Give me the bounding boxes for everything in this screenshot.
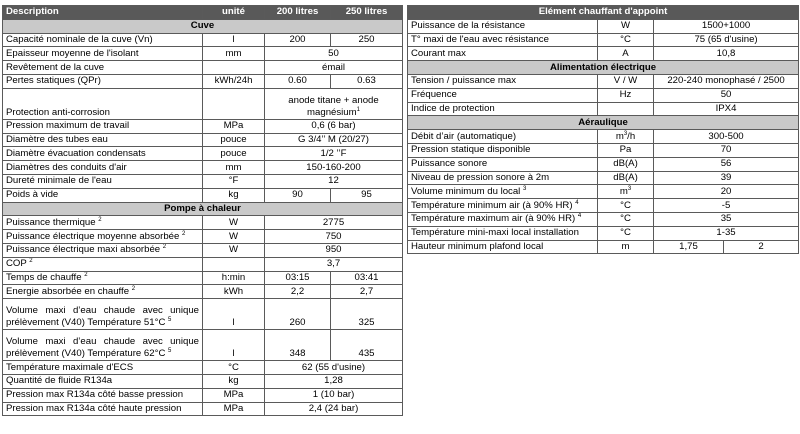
spec-unit (598, 143, 654, 157)
spec-unit-text: °C (620, 227, 631, 239)
spec-description-text: Quantité de fluide R134a (6, 375, 113, 387)
spec-value-text: 62 (55 d'usine) (301, 361, 366, 373)
spec-value (654, 199, 799, 213)
footnote-marker: 5 (168, 347, 172, 354)
spec-row (3, 174, 403, 188)
spec-description (3, 299, 203, 330)
spec-unit (203, 388, 265, 402)
spec-unit-text: m (621, 240, 630, 252)
spec-value-text: 75 (65 d'usine) (694, 33, 758, 45)
spec-value (654, 212, 799, 226)
spec-description-text: Diamètres des conduits d'air (6, 161, 127, 173)
spec-description-text: Revêtement de la cuve (6, 61, 105, 73)
spec-unit (598, 33, 654, 47)
spec-description-text: Dureté minimale de l'eau (6, 175, 112, 187)
spec-value (654, 88, 799, 102)
footnote-marker: 2 (98, 216, 102, 223)
column-header: Description (3, 6, 203, 20)
spec-value (654, 33, 799, 47)
spec-value-text: 3,7 (326, 258, 341, 270)
spec-row (408, 47, 799, 61)
section-title: Alimentation électrique (408, 61, 799, 75)
spec-unit-text: °C (228, 361, 239, 373)
spec-description (408, 157, 598, 171)
footnote-marker: 2 (162, 244, 167, 251)
spec-row (408, 88, 799, 102)
spec-description-text: Volume maxi d’eau chaude avec unique prélèvement (V40) Température 51°C (6, 305, 199, 329)
spec-unit (598, 226, 654, 240)
spec-value-text: anode titane + anode magnésium (288, 94, 379, 118)
spec-value-text: 1 (10 bar) (312, 389, 355, 401)
spec-description (3, 33, 203, 47)
spec-value: 325 (331, 299, 403, 330)
spec-unit (203, 257, 265, 271)
spec-value-text: 750 (325, 230, 342, 242)
spec-unit (598, 130, 654, 144)
spec-unit (203, 243, 265, 257)
spec-row (3, 374, 403, 388)
spec-unit-text: W (620, 20, 631, 32)
spec-value-text: 300-500 (708, 130, 744, 142)
spec-row (3, 133, 403, 147)
spec-description-text: Température maximale d'ECS (6, 361, 134, 373)
spec-value (654, 157, 799, 171)
spec-value-text: 50 (328, 47, 339, 59)
spec-value (265, 257, 403, 271)
spec-value: 03:41 (331, 271, 403, 285)
spec-description-text: Pression max R134a côté haute pression (6, 402, 182, 414)
spec-unit-text: kWh (223, 285, 244, 297)
spec-value-text: 950 (325, 244, 342, 256)
spec-value (654, 74, 799, 88)
spec-value (265, 230, 403, 244)
spec-unit-text: °F (228, 175, 239, 187)
spec-row (3, 119, 403, 133)
spec-unit (203, 47, 265, 61)
footnote-marker: 3 (627, 185, 632, 192)
spec-value-text: 35 (720, 213, 732, 225)
spec-description (408, 88, 598, 102)
spec-unit-text: l (232, 317, 235, 329)
spec-unit-text: °C (620, 213, 631, 225)
spec-description-text: COP (6, 258, 27, 270)
spec-row (408, 102, 799, 116)
spec-row (408, 226, 799, 240)
spec-unit-text: °C (620, 199, 631, 211)
spec-unit (203, 161, 265, 175)
spec-description (3, 174, 203, 188)
spec-row (3, 388, 403, 402)
footnote-marker: 2 (29, 257, 33, 264)
spec-unit-text: l (232, 33, 235, 45)
spec-value (654, 226, 799, 240)
spec-description (3, 61, 203, 75)
spec-row (3, 216, 403, 230)
spec-description (408, 47, 598, 61)
spec-unit-text: A (622, 47, 629, 59)
spec-unit-text: dB(A) (613, 171, 638, 183)
spec-row (3, 161, 403, 175)
section-title: Pompe à chaleur (3, 202, 403, 216)
spec-description (3, 88, 203, 119)
spec-unit-text: W (228, 230, 239, 242)
spec-unit-text: MPa (223, 402, 244, 414)
spec-description (3, 271, 203, 285)
spec-row (3, 257, 403, 271)
spec-description (3, 161, 203, 175)
spec-description-text: T° maxi de l'eau avec résistance (411, 33, 549, 45)
spec-unit-suffix: /h (627, 130, 636, 142)
spec-row (3, 88, 403, 119)
spec-value (265, 133, 403, 147)
spec-row (408, 185, 799, 199)
spec-value (265, 161, 403, 175)
spec-unit-text: MPa (223, 120, 244, 132)
spec-description (3, 243, 203, 257)
spec-value-text: émail (322, 61, 345, 73)
spec-value-text: 1,28 (324, 375, 343, 387)
spec-unit-text: pouce (220, 133, 247, 145)
spec-unit-text: m (615, 130, 624, 142)
spec-description-text: Niveau de pression sonore à 2m (411, 171, 550, 183)
spec-description (3, 230, 203, 244)
spec-row (408, 143, 799, 157)
spec-value (654, 47, 799, 61)
spec-description (408, 130, 598, 144)
spec-unit (598, 102, 654, 116)
spec-unit (203, 133, 265, 147)
spec-value-text: 39 (720, 171, 732, 183)
spec-value: 2,7 (331, 285, 403, 299)
spec-row (3, 47, 403, 61)
spec-value-text: 50 (720, 89, 732, 101)
spec-value-text: IPX4 (715, 102, 737, 114)
spec-unit-text: pouce (220, 147, 247, 159)
spec-value-text: 150-160-200 (306, 161, 361, 173)
spec-description-text: Diamètre évacuation condensats (6, 147, 146, 159)
spec-description (3, 388, 203, 402)
spec-unit (203, 88, 265, 119)
spec-value (654, 171, 799, 185)
spec-value: 90 (265, 188, 331, 202)
section-header-row (408, 61, 799, 75)
spec-description-text: Pression maximum de travail (6, 120, 130, 132)
spec-row (3, 285, 403, 299)
spec-description-text: Poids à vide (6, 189, 59, 201)
spec-description-text: Diamètre des tubes eau (6, 133, 108, 145)
spec-description-text: Puissance sonore (411, 158, 488, 170)
spec-description (3, 133, 203, 147)
spec-unit (598, 199, 654, 213)
spec-unit (598, 240, 654, 254)
spec-unit (203, 74, 265, 88)
spec-value-text: 1/2 ’’F (320, 147, 347, 159)
spec-unit (203, 374, 265, 388)
spec-description (408, 102, 598, 116)
spec-unit (203, 285, 265, 299)
spec-row (408, 212, 799, 226)
spec-description (408, 226, 598, 240)
footnote-marker: 4 (577, 213, 582, 220)
spec-unit (203, 271, 265, 285)
specs-table-left (2, 5, 403, 416)
spec-value (265, 361, 403, 375)
spec-description (3, 402, 203, 416)
spec-unit (203, 174, 265, 188)
spec-value-text: 2775 (322, 216, 345, 228)
spec-unit (598, 171, 654, 185)
spec-unit-text: dB(A) (613, 158, 638, 170)
footnote-marker: 5 (168, 316, 172, 323)
spec-unit-text: kg (228, 189, 239, 201)
column-header: 200 litres (265, 6, 331, 20)
spec-description (408, 143, 598, 157)
spec-unit-text: MPa (223, 389, 244, 401)
spec-value: 2,2 (265, 285, 331, 299)
spec-description-text: Température maximum air (à 90% HR) (411, 213, 576, 225)
spec-unit (203, 230, 265, 244)
spec-value (265, 88, 403, 119)
spec-value-text: 2,4 (24 bar) (308, 402, 359, 414)
spec-description (3, 119, 203, 133)
spec-value-text: 1500+1000 (701, 20, 751, 32)
spec-value (265, 174, 403, 188)
spec-description (3, 216, 203, 230)
spec-value-text: 1-35 (716, 227, 736, 239)
spec-value (265, 388, 403, 402)
spec-row (3, 271, 403, 285)
spec-row (408, 19, 799, 33)
spec-row (3, 230, 403, 244)
spec-description (3, 361, 203, 375)
spec-description-text: Fréquence (411, 89, 457, 101)
spec-description-text: Volume minimum du local (411, 185, 521, 197)
spec-description-text: Puissance électrique moyenne absorbée (6, 230, 180, 242)
spec-unit (598, 74, 654, 88)
spec-description-text: Protection anti-corrosion (6, 106, 110, 118)
spec-description (408, 199, 598, 213)
spec-value (265, 402, 403, 416)
spec-row (3, 33, 403, 47)
spec-value: 95 (331, 188, 403, 202)
spec-row (408, 240, 799, 254)
spec-unit (203, 188, 265, 202)
spec-unit (203, 330, 265, 361)
spec-description-text: Puissance de la résistance (411, 20, 526, 32)
spec-value-text: G 3/4’’ M (20/27) (298, 133, 369, 145)
spec-unit (598, 157, 654, 171)
spec-value (265, 147, 403, 161)
spec-row (408, 171, 799, 185)
spec-value-text: -5 (721, 199, 731, 211)
spec-description (408, 33, 598, 47)
spec-value (265, 216, 403, 230)
spec-row (408, 157, 799, 171)
spec-value: 03:15 (265, 271, 331, 285)
spec-description (408, 212, 598, 226)
spec-row (3, 330, 403, 361)
spec-value (654, 185, 799, 199)
footnote-marker: 2 (84, 271, 88, 278)
specs-table-right (407, 5, 799, 254)
spec-description-text: Temps de chauffe (6, 271, 82, 283)
spec-row (408, 33, 799, 47)
spec-description (3, 374, 203, 388)
spec-value (265, 374, 403, 388)
spec-unit-text: l (232, 348, 235, 360)
spec-unit (203, 402, 265, 416)
spec-description (3, 285, 203, 299)
spec-description-text: Courant max (411, 47, 466, 59)
footnote-marker: 1 (356, 106, 360, 113)
spec-description (3, 47, 203, 61)
spec-value-text: 220-240 monophasé / 2500 (667, 75, 785, 87)
spec-value (654, 102, 799, 116)
spec-description (3, 188, 203, 202)
spec-unit (598, 212, 654, 226)
spec-description-text: Tension / puissance max (411, 75, 517, 87)
column-header: unité (203, 6, 265, 20)
spec-description (408, 19, 598, 33)
spec-description-text: Température minimum air (à 90% HR) (411, 199, 573, 211)
table-header-row (3, 6, 403, 20)
spec-value-text: 56 (720, 158, 732, 170)
spec-row (3, 402, 403, 416)
spec-unit (203, 216, 265, 230)
spec-row (408, 74, 799, 88)
spec-row (3, 361, 403, 375)
spec-description-text: Température mini-maxi local installation (411, 227, 579, 239)
spec-description-text: Indice de protection (411, 102, 495, 114)
section-title: Cuve (3, 19, 403, 33)
spec-value (654, 143, 799, 157)
footnote-marker: 2 (182, 230, 186, 237)
spec-value: 0.60 (265, 74, 331, 88)
spec-value: 435 (331, 330, 403, 361)
spec-value: 2 (724, 240, 799, 254)
spec-description-text: Epaisseur moyenne de l'isolant (6, 47, 139, 59)
spec-unit-text: °C (620, 33, 631, 45)
spec-row (408, 130, 799, 144)
section-header-row (408, 6, 799, 20)
section-header-row (3, 202, 403, 216)
spec-description (3, 147, 203, 161)
spec-description-text: Energie absorbée en chauffe (6, 285, 130, 297)
spec-value: 250 (331, 33, 403, 47)
spec-description-text: Capacité nominale de la cuve (Vn) (6, 33, 153, 45)
spec-value-text: 70 (720, 144, 732, 156)
spec-unit-text: Hz (619, 89, 632, 101)
spec-value (265, 119, 403, 133)
section-header-row (408, 116, 799, 130)
spec-unit-text: V / W (613, 75, 638, 87)
spec-unit (203, 61, 265, 75)
footnote-marker: 3 (522, 185, 527, 192)
spec-unit-text: m (619, 185, 628, 197)
spec-row (3, 147, 403, 161)
spec-value-text: 12 (328, 175, 339, 187)
spec-unit (598, 88, 654, 102)
spec-description (3, 330, 203, 361)
spec-description (408, 240, 598, 254)
spec-unit (203, 361, 265, 375)
column-header: 250 litres (331, 6, 403, 20)
spec-value: 1,75 (654, 240, 724, 254)
spec-row (3, 243, 403, 257)
spec-description-text: Pertes statiques (QPr) (6, 75, 101, 87)
spec-value: 200 (265, 33, 331, 47)
spec-row (3, 61, 403, 75)
spec-unit-text: kg (228, 375, 239, 387)
spec-unit-text: mm (225, 47, 242, 59)
spec-unit-text: Pa (619, 144, 632, 156)
spec-description-text: Puissance thermique (6, 216, 96, 228)
spec-unit-text: mm (225, 161, 242, 173)
spec-unit (203, 119, 265, 133)
spec-value-text: 0,6 (6 bar) (311, 120, 356, 132)
spec-value (654, 19, 799, 33)
section-title: Aéraulique (408, 116, 799, 130)
spec-description (408, 74, 598, 88)
spec-description-text: Pression max R134a côté basse pression (6, 389, 184, 401)
spec-description-text: Pression statique disponible (411, 144, 531, 156)
spec-unit (598, 19, 654, 33)
spec-description-text: Hauteur minimum plafond local (411, 240, 544, 252)
spec-description (408, 171, 598, 185)
spec-unit-text: W (228, 244, 239, 256)
spec-value (265, 243, 403, 257)
section-header-row (3, 19, 403, 33)
spec-description-text: Puissance électrique maxi absorbée (6, 244, 161, 256)
section-title: Elément chauffant d'appoint (408, 6, 799, 20)
spec-unit (203, 299, 265, 330)
spec-value-text: 10,8 (716, 47, 736, 59)
spec-unit-text: W (228, 216, 239, 228)
spec-unit (203, 33, 265, 47)
spec-unit (598, 47, 654, 61)
spec-unit (598, 185, 654, 199)
spec-value-text: 20 (720, 185, 732, 197)
spec-value (654, 130, 799, 144)
spec-description-text: Débit d’air (automatique) (411, 130, 517, 142)
spec-description (408, 185, 598, 199)
spec-row (3, 74, 403, 88)
footnote-marker: 4 (575, 199, 579, 206)
spec-description (3, 74, 203, 88)
spec-row (3, 299, 403, 330)
footnote-marker: 2 (131, 285, 136, 292)
spec-description-text: Volume maxi d’eau chaude avec unique prélèvement (V40) Température 62°C (6, 336, 199, 360)
spec-unit (203, 147, 265, 161)
spec-value (265, 61, 403, 75)
spec-row (3, 188, 403, 202)
spec-row (408, 199, 799, 213)
spec-value: 260 (265, 299, 331, 330)
spec-unit-text: h:min (221, 271, 246, 283)
spec-value: 348 (265, 330, 331, 361)
spec-value (265, 47, 403, 61)
spec-value: 0.63 (331, 74, 403, 88)
footnote-marker: 3 (623, 130, 628, 137)
spec-unit-text: kWh/24h (214, 75, 253, 87)
spec-description (3, 257, 203, 271)
